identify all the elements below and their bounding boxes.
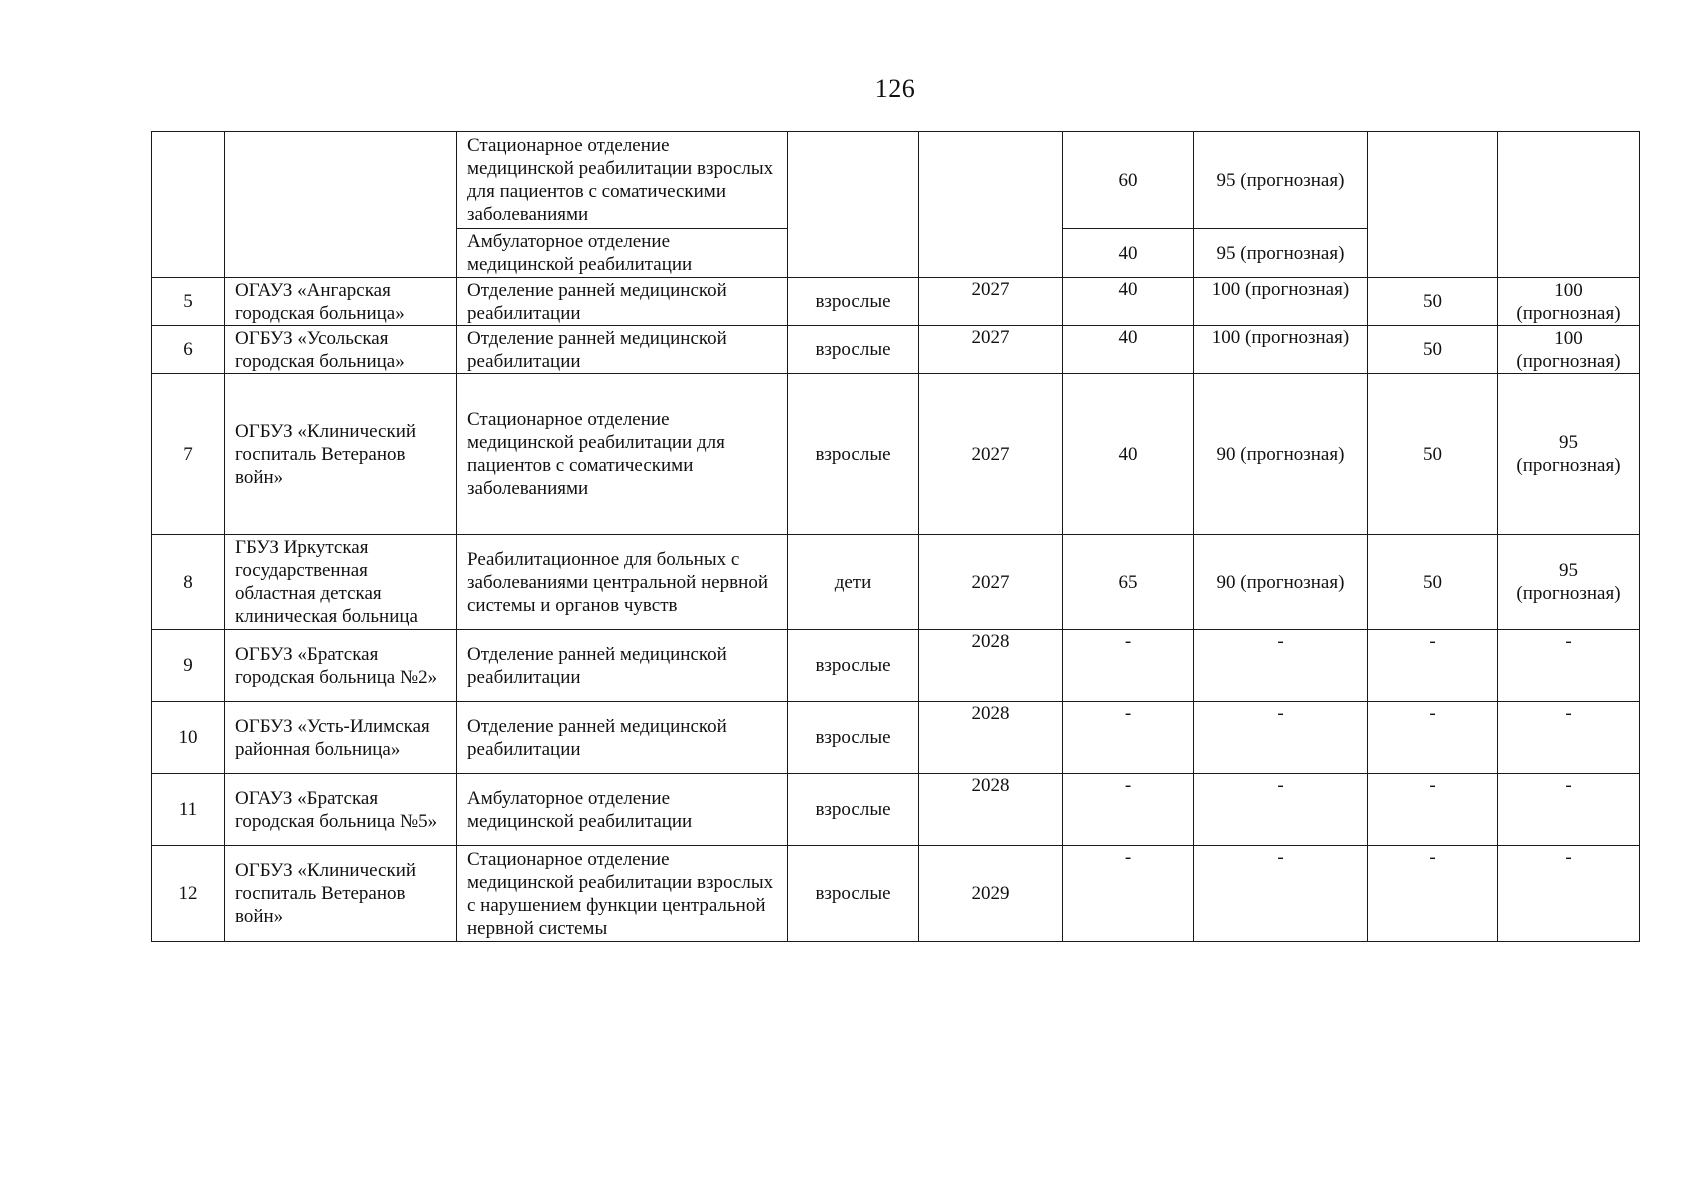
year: 2028 <box>919 630 1063 702</box>
row-number: 9 <box>152 630 225 702</box>
row-number: 5 <box>152 278 225 326</box>
value2: - <box>1194 774 1368 846</box>
organization-name: ОГБУЗ «Клинический госпиталь Ветеранов войн» <box>225 374 457 535</box>
organization-name: ОГАУЗ «Ангарская городская больница» <box>225 278 457 326</box>
table-row <box>152 630 1640 702</box>
department-name: Стационарное отделение медицинской реабилитации для пациентов с соматическими заболеваниями <box>457 374 788 535</box>
row-number: 12 <box>152 846 225 942</box>
num-cell <box>152 132 225 278</box>
value3: - <box>1368 774 1498 846</box>
year: 2029 <box>919 846 1063 942</box>
value1: - <box>1063 846 1194 942</box>
value2: - <box>1194 702 1368 774</box>
department-name: Отделение ранней медицинской реабилитации <box>457 702 788 774</box>
patient-category: взрослые <box>788 326 919 374</box>
value1-cell: 40 <box>1063 229 1194 278</box>
value2-cell: 95 (прогнозная) <box>1194 229 1368 278</box>
value3: 50 <box>1368 278 1498 326</box>
table-row <box>152 702 1640 774</box>
category-cell <box>788 132 919 278</box>
value2-cell: 95 (прогнозная) <box>1194 132 1368 229</box>
value4: 95 (прогнозная) <box>1498 535 1640 630</box>
organization-name: ОГБУЗ «Усольская городская больница» <box>225 326 457 374</box>
value4: - <box>1498 702 1640 774</box>
value3: - <box>1368 630 1498 702</box>
organization-name: ОГБУЗ «Клинический госпиталь Ветеранов войн» <box>225 846 457 942</box>
value1: - <box>1063 630 1194 702</box>
row-number: 11 <box>152 774 225 846</box>
table-row <box>152 535 1640 630</box>
table-row <box>152 326 1640 374</box>
table-row-continuation-1 <box>152 132 1640 229</box>
table-row <box>152 374 1640 535</box>
value2: - <box>1194 846 1368 942</box>
value4: - <box>1498 630 1640 702</box>
value1: 65 <box>1063 535 1194 630</box>
department-name: Реабилитационное для больных с заболеваниями центральной нервной системы и органов чувств <box>457 535 788 630</box>
value2: 100 (прогнозная) <box>1194 278 1368 326</box>
department-name: Амбулаторное отделение медицинской реабилитации <box>457 774 788 846</box>
row-number: 6 <box>152 326 225 374</box>
organization-name: ОГБУЗ «Усть-Илимская районная больница» <box>225 702 457 774</box>
patient-category: взрослые <box>788 702 919 774</box>
department-cell: Амбулаторное отделение медицинской реабилитации <box>457 229 788 278</box>
patient-category: взрослые <box>788 846 919 942</box>
year: 2027 <box>919 374 1063 535</box>
value4: 95 (прогнозная) <box>1498 374 1640 535</box>
patient-category: взрослые <box>788 774 919 846</box>
department-cell: Стационарное отделение медицинской реабилитации взрослых для пациентов с соматическими заболеваниями <box>457 132 788 229</box>
value4: - <box>1498 774 1640 846</box>
value3: 50 <box>1368 374 1498 535</box>
year-cell <box>919 132 1063 278</box>
row-number: 8 <box>152 535 225 630</box>
value1: - <box>1063 774 1194 846</box>
org-cell <box>225 132 457 278</box>
value4: 100 (прогнозная) <box>1498 326 1640 374</box>
year: 2028 <box>919 702 1063 774</box>
department-name: Отделение ранней медицинской реабилитации <box>457 630 788 702</box>
year: 2027 <box>919 535 1063 630</box>
page-number: 126 <box>874 74 916 103</box>
value1: - <box>1063 702 1194 774</box>
patient-category: дети <box>788 535 919 630</box>
value2: 100 (прогнозная) <box>1194 326 1368 374</box>
row-number: 7 <box>152 374 225 535</box>
organization-name: ГБУЗ Иркутская государственная областная детская клиническая больница <box>225 535 457 630</box>
row-number: 10 <box>152 702 225 774</box>
organization-name: ОГБУЗ «Братская городская больница №2» <box>225 630 457 702</box>
value1: 40 <box>1063 278 1194 326</box>
value3: - <box>1368 702 1498 774</box>
value2: - <box>1194 630 1368 702</box>
year: 2027 <box>919 326 1063 374</box>
table-row <box>152 278 1640 326</box>
patient-category: взрослые <box>788 278 919 326</box>
value4: - <box>1498 846 1640 942</box>
value3-cell <box>1368 132 1498 278</box>
value3: - <box>1368 846 1498 942</box>
department-name: Отделение ранней медицинской реабилитации <box>457 326 788 374</box>
year: 2027 <box>919 278 1063 326</box>
value1: 40 <box>1063 326 1194 374</box>
organization-name: ОГАУЗ «Братская городская больница №5» <box>225 774 457 846</box>
value1: 40 <box>1063 374 1194 535</box>
value2: 90 (прогнозная) <box>1194 374 1368 535</box>
year: 2028 <box>919 774 1063 846</box>
value4-cell <box>1498 132 1640 278</box>
value3: 50 <box>1368 535 1498 630</box>
value2: 90 (прогнозная) <box>1194 535 1368 630</box>
value4: 100 (прогнозная) <box>1498 278 1640 326</box>
value3: 50 <box>1368 326 1498 374</box>
rehabilitation-departments-table <box>151 131 1640 942</box>
department-name: Отделение ранней медицинской реабилитации <box>457 278 788 326</box>
patient-category: взрослые <box>788 630 919 702</box>
table-row <box>152 774 1640 846</box>
patient-category: взрослые <box>788 374 919 535</box>
value1-cell: 60 <box>1063 132 1194 229</box>
department-name: Стационарное отделение медицинской реабилитации взрослых с нарушением функции центральной нервной системы <box>457 846 788 942</box>
table-row <box>152 846 1640 942</box>
